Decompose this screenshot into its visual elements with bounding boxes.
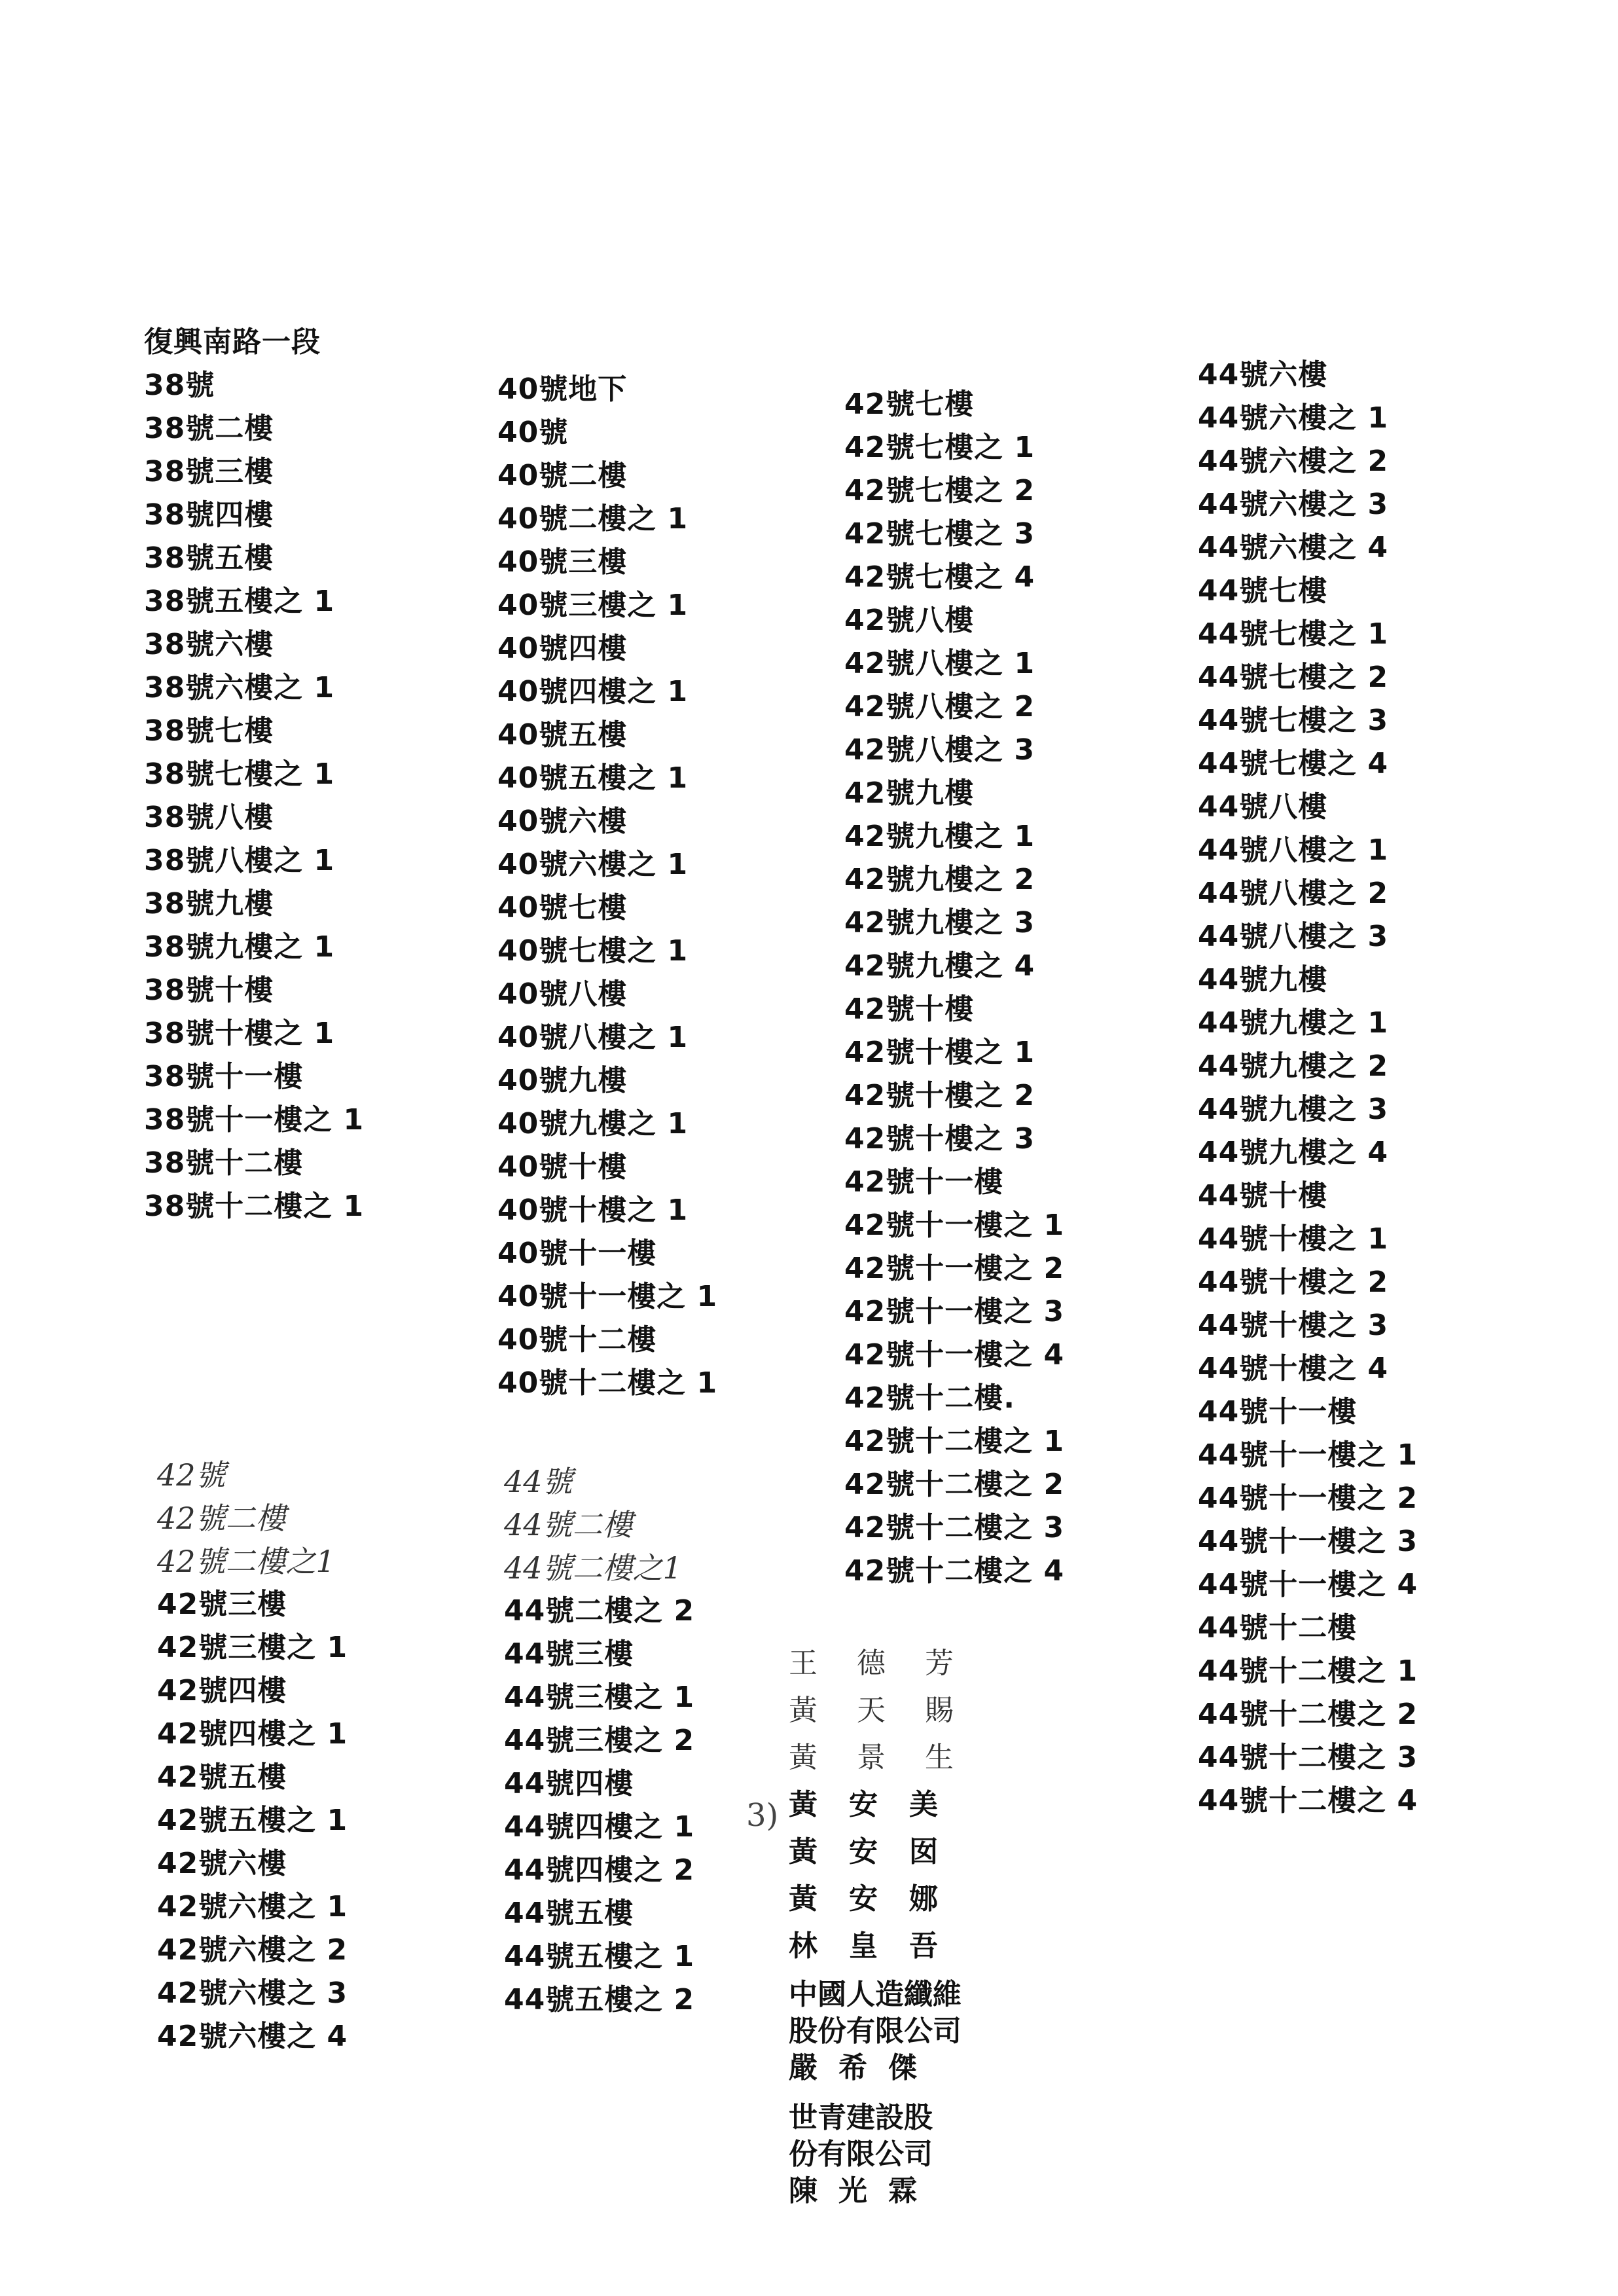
- unit-address-entry: 44號八樓之 2: [1198, 877, 1389, 910]
- unit-address-entry: 38號十二樓之 1: [144, 1190, 365, 1223]
- unit-address-entry: 44號五樓之 1: [504, 1940, 695, 1973]
- unit-address-entry: 44號十二樓之 2: [1198, 1698, 1418, 1731]
- unit-address-entry: 40號七樓之 1: [497, 934, 689, 968]
- unit-address-entry: 44號十樓之 2: [1198, 1266, 1389, 1299]
- unit-address-entry: 38號七樓之 1: [144, 757, 335, 791]
- unit-address-entry: 44號三樓之 1: [504, 1681, 695, 1714]
- unit-address-entry: 44號: [504, 1464, 573, 1499]
- unit-address-entry: 40號十一樓之 1: [497, 1280, 718, 1313]
- unit-address-entry: 42號八樓之 1: [844, 647, 1035, 680]
- company-2-representative: 陳光霖: [789, 2174, 938, 2208]
- company-2-line-1: 世青建設股: [789, 2101, 933, 2134]
- unit-address-entry: 42號十一樓之 2: [844, 1252, 1065, 1285]
- unit-address-entry: 42號三樓: [157, 1588, 287, 1621]
- column-42-lower-list: [157, 1583, 348, 2058]
- unit-address-entry: 42號六樓之 3: [157, 1977, 348, 2010]
- unit-address-entry: 42號四樓之 1: [157, 1717, 348, 1751]
- column-42-lower: [157, 1453, 348, 2058]
- column-44-lower: [504, 1460, 694, 2022]
- unit-address-entry: 44號九樓之 1: [1198, 1006, 1389, 1040]
- column-42-handwritten: [157, 1453, 348, 1583]
- unit-address-entry: 40號十樓: [497, 1150, 628, 1184]
- unit-address-entry: 44號十一樓之 2: [1198, 1482, 1418, 1515]
- unit-address-entry: 40號九樓之 1: [497, 1107, 689, 1140]
- unit-address-entry: 42號十二樓之 1: [844, 1425, 1065, 1458]
- unit-address-entry: 44號七樓之 4: [1198, 747, 1389, 780]
- unit-address-entry: 44號十一樓之 3: [1198, 1525, 1418, 1558]
- unit-address-entry: 42號三樓之 1: [157, 1631, 348, 1664]
- unit-address-entry: 王德芳: [789, 1647, 993, 1680]
- unit-address-entry: 40號四樓: [497, 632, 628, 665]
- unit-address-entry: 42號五樓: [157, 1760, 287, 1794]
- unit-address-entry: 38號十二樓: [144, 1146, 304, 1180]
- column-40: [497, 368, 717, 1405]
- unit-address-entry: 44號九樓之 3: [1198, 1093, 1389, 1126]
- unit-address-entry: 44號三樓之 2: [504, 1724, 695, 1757]
- unit-address-entry: 42號二樓: [157, 1501, 286, 1536]
- unit-address-entry: 42號八樓之 2: [844, 690, 1035, 723]
- unit-address-entry: 44號五樓之 2: [504, 1983, 695, 2016]
- unit-address-entry: 44號二樓: [504, 1507, 633, 1542]
- unit-address-entry: 42號七樓之 1: [844, 431, 1035, 464]
- unit-address-entry: 42號八樓: [844, 604, 975, 637]
- unit-address-entry: 40號五樓之 1: [497, 761, 689, 795]
- unit-address-entry: 40號四樓之 1: [497, 675, 689, 708]
- margin-handwritten-mark: 3): [746, 1797, 779, 1834]
- unit-address-entry: 42號十樓: [844, 993, 975, 1026]
- unit-address-entry: 44號二樓之 2: [504, 1594, 695, 1628]
- unit-address-entry: 44號六樓: [1198, 358, 1328, 392]
- unit-address-entry: 38號五樓之 1: [144, 585, 335, 618]
- unit-address-entry: 40號五樓: [497, 718, 628, 752]
- unit-address-entry: 38號四樓: [144, 498, 274, 532]
- unit-address-entry: 44號十二樓之 3: [1198, 1741, 1418, 1774]
- unit-address-entry: 42號九樓之 1: [844, 820, 1035, 853]
- unit-address-entry: 44號八樓之 3: [1198, 920, 1389, 953]
- unit-address-entry: 44號十二樓之 1: [1198, 1654, 1418, 1688]
- unit-address-entry: 42號二樓之1: [157, 1544, 335, 1579]
- unit-address-entry: 44號五樓: [504, 1897, 634, 1930]
- unit-address-entry: 38號十樓: [144, 974, 274, 1007]
- unit-address-entry: 44號十一樓之 1: [1198, 1438, 1418, 1472]
- company-1-line-2: 股份有限公司: [789, 2014, 962, 2048]
- unit-address-entry: 38號: [144, 369, 215, 402]
- owners-handwritten: [789, 1640, 993, 1781]
- unit-address-entry: 38號七樓: [144, 714, 274, 748]
- unit-address-entry: 44號九樓之 2: [1198, 1049, 1389, 1083]
- unit-address-entry: 42號九樓: [844, 776, 975, 810]
- unit-address-entry: 38號八樓之 1: [144, 844, 335, 877]
- unit-address-entry: 42號九樓之 3: [844, 906, 1035, 939]
- column-40-list: [497, 368, 717, 1405]
- unit-address-entry: 42號六樓之 1: [157, 1890, 348, 1923]
- unit-address-entry: 40號二樓之 1: [497, 502, 689, 536]
- unit-address-entry: 44號六樓之 4: [1198, 531, 1389, 564]
- unit-address-entry: 黃景生: [789, 1741, 993, 1774]
- unit-address-entry: 40號六樓之 1: [497, 848, 689, 881]
- unit-address-entry: 38號九樓: [144, 887, 274, 920]
- unit-address-entry: 38號二樓: [144, 412, 274, 445]
- company-2-line-2: 份有限公司: [789, 2138, 933, 2171]
- unit-address-entry: 44號七樓: [1198, 574, 1328, 608]
- unit-address-entry: 42號十一樓之 1: [844, 1209, 1065, 1242]
- unit-address-entry: 44號八樓之 1: [1198, 833, 1389, 867]
- unit-address-entry: 42號十二樓.: [844, 1381, 1015, 1415]
- unit-address-entry: 40號八樓之 1: [497, 1021, 689, 1054]
- unit-address-entry: 42號十二樓之 4: [844, 1554, 1065, 1588]
- unit-address-entry: 44號十二樓之 4: [1198, 1784, 1418, 1817]
- unit-address-entry: 42號八樓之 3: [844, 733, 1035, 767]
- unit-address-entry: 44號十樓: [1198, 1179, 1328, 1212]
- unit-address-entry: 40號地下: [497, 373, 628, 406]
- unit-address-entry: 40號七樓: [497, 891, 628, 924]
- unit-address-entry: 42號十一樓之 3: [844, 1295, 1065, 1328]
- unit-address-entry: 42號六樓之 4: [157, 2020, 348, 2053]
- unit-address-entry: 38號六樓: [144, 628, 274, 661]
- unit-address-entry: 44號六樓之 3: [1198, 488, 1389, 521]
- unit-address-entry: 44號七樓之 3: [1198, 704, 1389, 737]
- unit-address-entry: 40號二樓: [497, 459, 628, 492]
- column-42-upper-list: [844, 383, 1064, 1593]
- unit-address-entry: 38號六樓之 1: [144, 671, 335, 704]
- unit-address-entry: 44號十樓之 1: [1198, 1222, 1389, 1256]
- unit-address-entry: 42號九樓之 2: [844, 863, 1035, 896]
- unit-address-entry: 44號七樓之 2: [1198, 661, 1389, 694]
- owners-printed: [789, 1781, 993, 1970]
- unit-address-entry: 林皇吾: [789, 1929, 969, 1963]
- unit-address-entry: 42號七樓之 3: [844, 517, 1035, 551]
- unit-address-entry: 38號八樓: [144, 801, 274, 834]
- unit-address-entry: 42號七樓之 2: [844, 474, 1035, 507]
- unit-address-entry: 44號九樓之 4: [1198, 1136, 1389, 1169]
- unit-address-entry: 42號十一樓: [844, 1165, 1004, 1199]
- unit-address-entry: 44號六樓之 1: [1198, 401, 1389, 435]
- unit-address-entry: 44號三樓: [504, 1637, 634, 1671]
- unit-address-entry: 44號七樓之 1: [1198, 617, 1389, 651]
- company-1-representative: 嚴希傑: [789, 2051, 938, 2085]
- unit-address-entry: 42號十樓之 2: [844, 1079, 1035, 1112]
- unit-address-entry: 44號六樓之 2: [1198, 445, 1389, 478]
- unit-address-entry: 44號二樓之1: [504, 1550, 682, 1586]
- unit-address-entry: 42號六樓: [157, 1847, 287, 1880]
- unit-address-entry: 42號五樓之 1: [157, 1804, 348, 1837]
- unit-address-entry: 40號: [497, 416, 569, 449]
- unit-address-entry: 44號四樓之 1: [504, 1810, 695, 1844]
- unit-address-entry: 42號十二樓之 2: [844, 1468, 1065, 1501]
- unit-address-entry: 38號三樓: [144, 455, 274, 488]
- unit-address-entry: 42號六樓之 2: [157, 1933, 348, 1967]
- unit-address-entry: 42號: [157, 1457, 226, 1493]
- unit-address-entry: 38號十一樓: [144, 1060, 304, 1093]
- unit-address-entry: 44號十樓之 3: [1198, 1309, 1389, 1342]
- unit-address-entry: 42號四樓: [157, 1674, 287, 1707]
- unit-address-entry: 40號十二樓之 1: [497, 1366, 718, 1400]
- unit-address-entry: 40號八樓: [497, 977, 628, 1011]
- unit-address-entry: 40號十樓之 1: [497, 1194, 689, 1227]
- unit-address-entry: 黃安囡: [789, 1835, 969, 1868]
- column-44-upper-list: [1198, 354, 1418, 1823]
- unit-address-entry: 44號十一樓: [1198, 1395, 1357, 1429]
- unit-address-entry: 38號五樓: [144, 541, 274, 575]
- unit-address-entry: 42號七樓之 4: [844, 560, 1035, 594]
- unit-address-entry: 40號十一樓: [497, 1237, 657, 1270]
- column-44-upper: [1198, 354, 1418, 1823]
- unit-address-entry: 44號十二樓: [1198, 1611, 1357, 1645]
- unit-address-entry: 42號十二樓之 3: [844, 1511, 1065, 1544]
- owners-block: [789, 1640, 993, 2210]
- unit-address-entry: 40號六樓: [497, 805, 628, 838]
- unit-address-entry: 黃安美: [789, 1788, 969, 1821]
- column-44-lower-list: [504, 1590, 694, 2022]
- column-44-handwritten: [504, 1460, 694, 1590]
- unit-address-entry: 黃天賜: [789, 1694, 993, 1727]
- column-38: [144, 321, 364, 1228]
- unit-address-entry: 38號十一樓之 1: [144, 1103, 365, 1137]
- unit-address-entry: 44號四樓之 2: [504, 1853, 695, 1887]
- company-1-line-1: 中國人造纖維: [789, 1978, 962, 2011]
- unit-address-entry: 40號三樓之 1: [497, 589, 689, 622]
- unit-address-entry: 44號九樓: [1198, 963, 1328, 996]
- unit-address-entry: 42號十樓之 1: [844, 1036, 1035, 1069]
- unit-address-entry: 42號九樓之 4: [844, 949, 1035, 983]
- unit-address-entry: 42號七樓: [844, 388, 975, 421]
- unit-address-entry: 38號九樓之 1: [144, 930, 335, 964]
- column-42-upper: [844, 383, 1064, 1593]
- unit-address-entry: 44號八樓: [1198, 790, 1328, 824]
- unit-address-entry: 42號十樓之 3: [844, 1122, 1035, 1156]
- unit-address-entry: 40號九樓: [497, 1064, 628, 1097]
- unit-address-entry: 44號十一樓之 4: [1198, 1568, 1418, 1601]
- street-name: 復興南路一段: [144, 325, 321, 359]
- unit-address-entry: 40號十二樓: [497, 1323, 657, 1357]
- column-38-list: [144, 364, 364, 1228]
- unit-address-entry: 44號四樓: [504, 1767, 634, 1800]
- unit-address-entry: 42號十一樓之 4: [844, 1338, 1065, 1372]
- unit-address-entry: 黃安娜: [789, 1882, 969, 1916]
- unit-address-entry: 40號三樓: [497, 545, 628, 579]
- unit-address-entry: 44號十樓之 4: [1198, 1352, 1389, 1385]
- unit-address-entry: 38號十樓之 1: [144, 1017, 335, 1050]
